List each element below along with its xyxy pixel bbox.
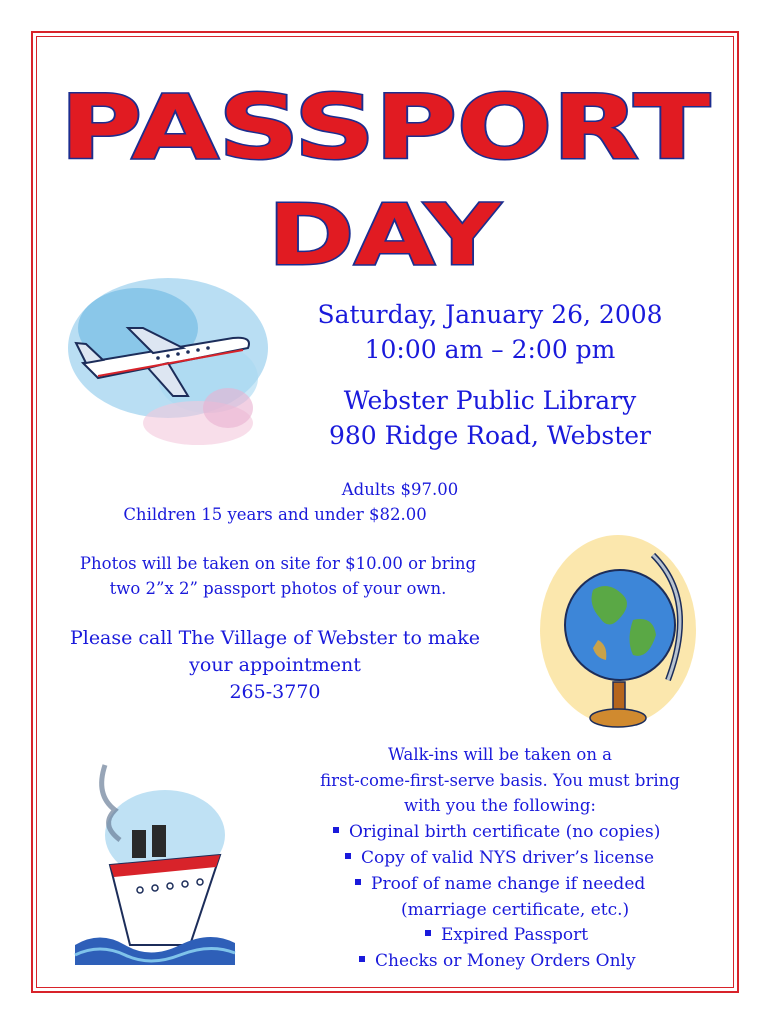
bullet-square-icon (345, 853, 351, 859)
event-time: 10:00 am – 2:00 pm (364, 335, 616, 364)
globe-illustration (538, 530, 698, 740)
bullet-square-icon (425, 930, 431, 936)
bullet-square-icon (355, 879, 361, 885)
event-address: 980 Ridge Road, Webster (329, 421, 651, 450)
requirement-item: Copy of valid NYS driver’s license (345, 850, 654, 867)
requirement-item-continuation: (marriage certificate, etc.) (401, 900, 630, 920)
walkins-line3: with you the following: (404, 796, 596, 815)
requirement-item: Proof of name change if needed (355, 876, 645, 893)
requirement-item: Original birth certificate (no copies) (333, 824, 660, 841)
ship-illustration (70, 755, 240, 970)
appointment-line1: Please call The Village of Webster to make (69, 627, 481, 649)
appointment-line2: your appointment (189, 654, 361, 676)
title-line1: PASSPORT (60, 76, 710, 179)
photos-line2: two 2”x 2” passport photos of your own. (109, 579, 447, 598)
event-venue: Webster Public Library (343, 386, 637, 415)
requirement-item: Checks or Money Orders Only (359, 953, 636, 970)
event-date: Saturday, January 26, 2008 (317, 300, 663, 329)
walkins-line2: first-come-first-serve basis. You must bring (320, 771, 680, 790)
airplane-illustration (58, 268, 273, 468)
title-line2: DAY (268, 186, 502, 284)
title-art (0, 0, 770, 290)
requirement-item: Expired Passport (425, 927, 588, 944)
walkins-line1: Walk-ins will be taken on a (387, 745, 613, 764)
appointment-phone: 265-3770 (229, 681, 321, 703)
fee-children: Children 15 years and under $82.00 (123, 505, 427, 524)
bullet-square-icon (359, 956, 365, 962)
bullet-square-icon (333, 827, 339, 833)
photos-line1: Photos will be taken on site for $10.00 or bring (79, 554, 477, 573)
fee-adults: Adults $97.00 (341, 480, 459, 499)
